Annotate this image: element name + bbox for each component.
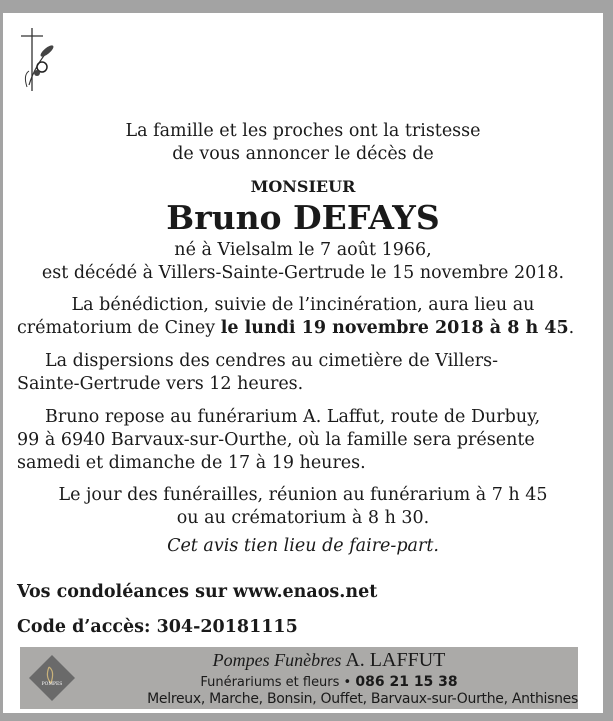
- svg-text:POMPES: POMPES: [41, 682, 63, 687]
- funeral-home-name: [80, 649, 578, 672]
- intro-line-2: de vous annoncer le décès de: [172, 144, 434, 164]
- funeral-home-locations: Melreux, Marche, Bonsin, Ouffet, Barvaux-sur-Ourthe, Anthisnes: [147, 691, 578, 707]
- birth-line: né à Vielsalm le 7 août 1966,: [174, 240, 432, 260]
- repose-line-3: samedi et dimanche de 17 à 19 heures.: [17, 453, 366, 473]
- funeral-home-contact: [80, 674, 578, 690]
- condolences-link[interactable]: Vos condoléances sur www.enaos.net: [17, 582, 378, 602]
- ceremony-line-1: La bénédiction, suivie de l’incinération, aura lieu au: [71, 295, 535, 315]
- funeral-line-1: Le jour des funérailles, réunion au funérarium à 7 h 45: [58, 485, 548, 505]
- repose-line-2: 99 à 6940 Barvaux-sur-Ourthe, où la famille sera présente: [17, 430, 535, 450]
- funeral-home-banner: [20, 647, 578, 709]
- ceremony-line-2: [17, 317, 574, 339]
- phone-number[interactable]: 086 21 15 38: [355, 674, 458, 690]
- banner-italic: Pompes Funèbres: [212, 650, 342, 670]
- dispersion-line-1: La dispersions des cendres au cimetière de Villers-: [45, 351, 498, 371]
- ceremony-place: crématorium de Ciney: [17, 318, 221, 338]
- repose-line-1: Bruno repose au funérarium A. Laffut, route de Durbuy,: [45, 407, 541, 427]
- notice-line: Cet avis tien lieu de faire-part.: [167, 536, 439, 556]
- banner-subtitle: Funérariums et fleurs •: [200, 675, 352, 690]
- ceremony-date: le lundi 19 novembre 2018 à 8 h 45: [220, 318, 569, 338]
- funeral-home-logo: [29, 655, 75, 701]
- funeral-line-2: ou au crématorium à 8 h 30.: [176, 508, 430, 528]
- obituary-notice: [3, 13, 603, 713]
- access-code: Code d’accès: 304-20181115: [17, 617, 298, 637]
- dispersion-line-2: Sainte-Gertrude vers 12 heures.: [17, 374, 304, 394]
- ceremony-period: .: [568, 318, 575, 338]
- cross-with-flowers-icon: [17, 25, 57, 93]
- death-line: est décédé à Villers-Sainte-Gertrude le 15 novembre 2018.: [41, 263, 565, 283]
- company-name: A. LAFFUT: [345, 649, 446, 671]
- honorific: MONSIEUR: [250, 177, 356, 196]
- deceased-name: Bruno DEFAYS: [166, 198, 440, 237]
- intro-line-1: La famille et les proches ont la tristesse: [125, 121, 481, 141]
